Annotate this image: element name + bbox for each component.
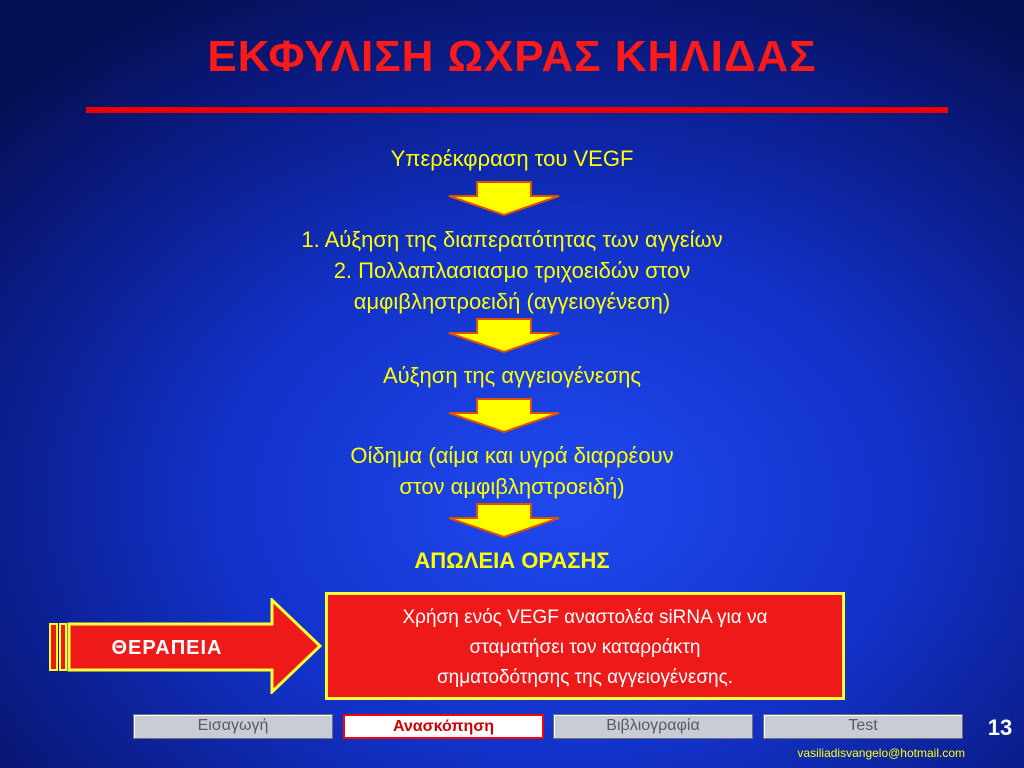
down-arrow-icon xyxy=(447,503,561,539)
down-arrow-icon xyxy=(447,398,561,434)
flow-step-line: αμφιβληστροειδή (αγγειογένεση) xyxy=(353,289,671,314)
down-arrow-icon xyxy=(447,318,561,354)
flow-step-vision-loss: ΑΠΩΛΕΙΑ ΟΡΑΣΗΣ xyxy=(414,548,610,573)
flow-step-vegf: Υπερέκφραση του VEGF xyxy=(390,146,634,171)
therapy-description-box xyxy=(325,592,845,700)
flow-step-permeability xyxy=(0,224,1024,317)
therapy-description-line: σηματοδότησης της αγγειογένεσης. xyxy=(436,667,734,688)
slide-title: ΕΚΦΥΛΙΣΗ ΩΧΡΑΣ ΚΗΛΙΔΑΣ xyxy=(207,32,817,81)
flow-step-angiogenesis: Αύξηση της αγγειογένεσης xyxy=(382,363,642,388)
therapy-description-line: σταματήσει τον καταρράκτη xyxy=(469,637,701,658)
flow-step-line: 1. Αύξηση της διαπερατότητας των αγγείων xyxy=(301,227,723,252)
author-email-link[interactable]: vasiliadisvangelo@hotmail.com xyxy=(797,746,965,760)
nav-review-button[interactable]: Ανασκόπηση xyxy=(343,714,544,739)
flow-step-edema xyxy=(0,440,1024,502)
flow-step-line: 2. Πολλαπλασιασμο τριχοειδών στον xyxy=(333,258,691,283)
page-number: 13 xyxy=(987,715,1013,740)
therapy-description-line: Χρήση ενός VEGF αναστολέα siRNA για να xyxy=(402,607,768,628)
therapy-label: ΘΕΡΑΠΕΙΑ xyxy=(111,637,223,659)
nav-bibliography-button[interactable]: Βιβλιογραφία xyxy=(553,714,753,739)
title-underline xyxy=(86,107,948,113)
nav-intro-button[interactable]: Εισαγωγή xyxy=(133,714,333,739)
down-arrow-icon xyxy=(447,181,561,217)
flow-step-line: Οίδημα (αίμα και υγρά διαρρέουν xyxy=(350,443,674,468)
flow-step-line: στον αμφιβληστροειδή) xyxy=(399,474,625,499)
nav-test-button[interactable]: Test xyxy=(763,714,963,739)
